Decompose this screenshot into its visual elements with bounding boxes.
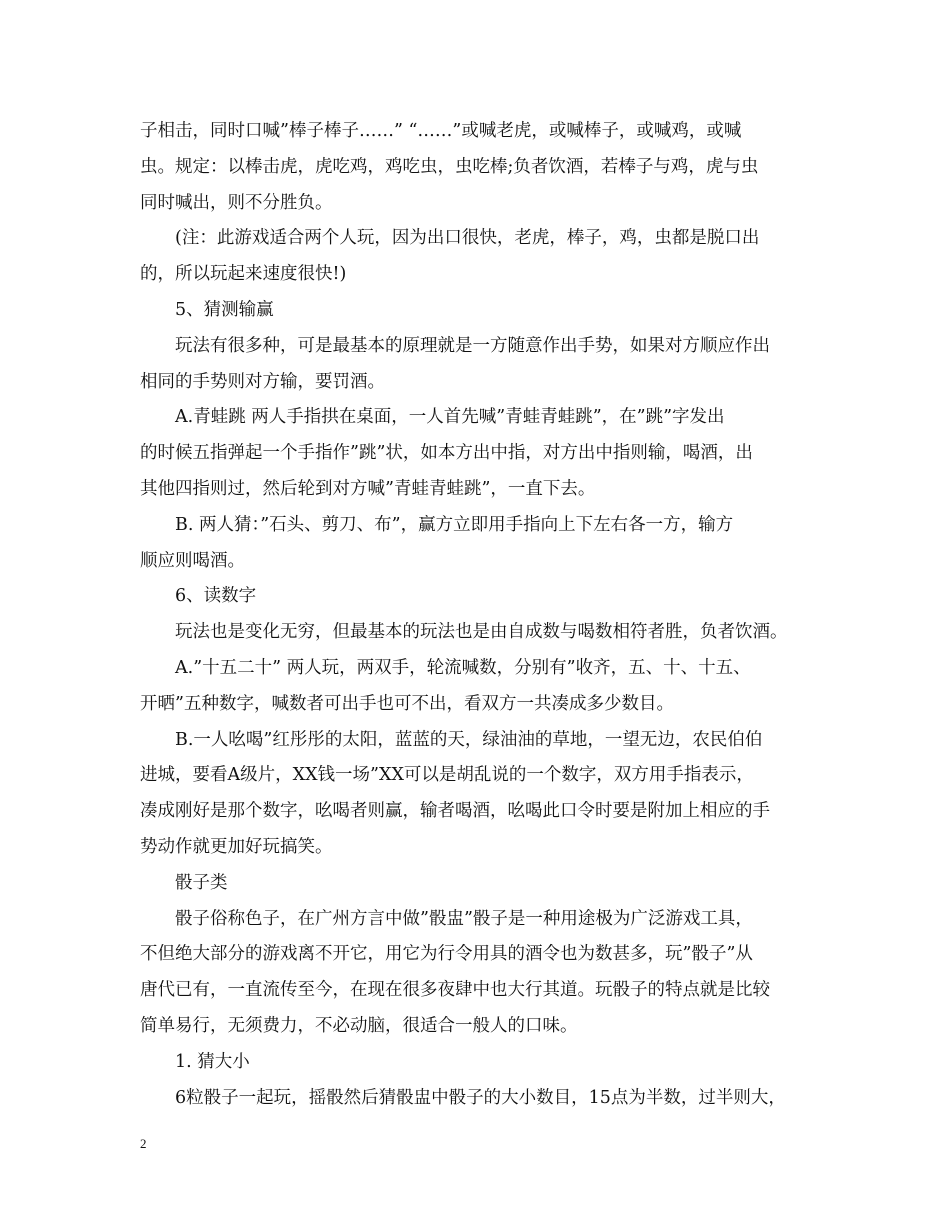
text-line: 子相击，同时口喊”棒子棒子……” “……”或喊老虎，或喊棒子，或喊鸡，或喊 — [140, 121, 742, 141]
text-line: 玩法有很多种，可是最基本的原理就是一方随意作出手势，如果对方顺应作出 — [175, 335, 770, 356]
document-body — [140, 114, 830, 1116]
text-line: 的，所以玩起来速度很快!) — [140, 264, 347, 285]
text-line: 骰子俗称色子，在广州方言中做”骰盅”骰子是一种用途极为广泛游戏工具， — [175, 908, 753, 929]
text-line: 顺应则喝酒。 — [140, 550, 245, 571]
text-line: 简单易行，无须费力，不必动脑，很适合一般人的口味。 — [140, 1015, 578, 1036]
text-line: B.一人吆喝”红彤彤的太阳，蓝蓝的天，绿油油的草地，一望无边，农民伯伯 — [175, 729, 763, 750]
text-line: A.青蛙跳 两人手指拱在桌面，一人首先喊”青蛙青蛙跳”，在”跳”字发出 — [175, 407, 725, 428]
text-line: A.”十五二十” 两人玩，两双手，轮流喊数，分别有”收齐，五、十、十五、 — [175, 657, 751, 678]
text-line: 玩法也是变化无穷，但最基本的玩法也是由自成数与喝数相符者胜，负者饮酒。 — [175, 622, 788, 643]
text-line: 势动作就更加好玩搞笑。 — [140, 836, 333, 857]
text-line: 同时喊出，则不分胜负。 — [140, 192, 333, 213]
text-line: 其他四指则过，然后轮到对方喊”青蛙青蛙跳”，一直下去。 — [140, 478, 596, 499]
page-number: 2 — [140, 1136, 147, 1151]
text-line: 进城，要看A级片，XX钱一场”XX可以是胡乱说的一个数字，双方用手指表示， — [140, 765, 754, 786]
text-line: 骰子类 — [175, 872, 228, 893]
text-line: 6、读数字 — [175, 586, 257, 607]
text-line: 的时候五指弹起一个手指作”跳”状，如本方出中指，对方出中指则输，喝酒，出 — [140, 443, 753, 464]
text-line: 6粒骰子一起玩，摇骰然后猜骰盅中骰子的大小数目，15点为半数，过半则大， — [175, 1087, 786, 1108]
text-line: 不但绝大部分的游戏离不开它，用它为行令用具的酒令也为数甚多，玩”骰子”从 — [140, 944, 753, 965]
text-line: 虫。规定：以棒击虎，虎吃鸡，鸡吃虫，虫吃棒;负者饮酒，若棒子与鸡，虎与虫 — [140, 156, 759, 177]
text-line: 1. 猜大小 — [175, 1051, 250, 1072]
text-line: (注：此游戏适合两个人玩，因为出口很快，老虎，棒子，鸡，虫都是脱口出 — [175, 228, 760, 249]
text-line: 相同的手势则对方输，要罚酒。 — [140, 371, 385, 392]
text-line: 5、猜测输赢 — [175, 299, 274, 320]
text-line: B. 两人猜：”石头、剪刀、布”，赢方立即用手指向上下左右各一方，输方 — [175, 514, 734, 535]
text-line: 开晒”五种数字，喊数者可出手也可不出，看双方一共凑成多少数目。 — [140, 693, 674, 714]
text-line: 凑成刚好是那个数字，吆喝者则赢，输者喝酒，吆喝此口令时要是附加上相应的手 — [140, 801, 770, 822]
text-line: 唐代已有，一直流传至今，在现在很多夜肆中也大行其道。玩骰子的特点就是比较 — [140, 980, 770, 1001]
